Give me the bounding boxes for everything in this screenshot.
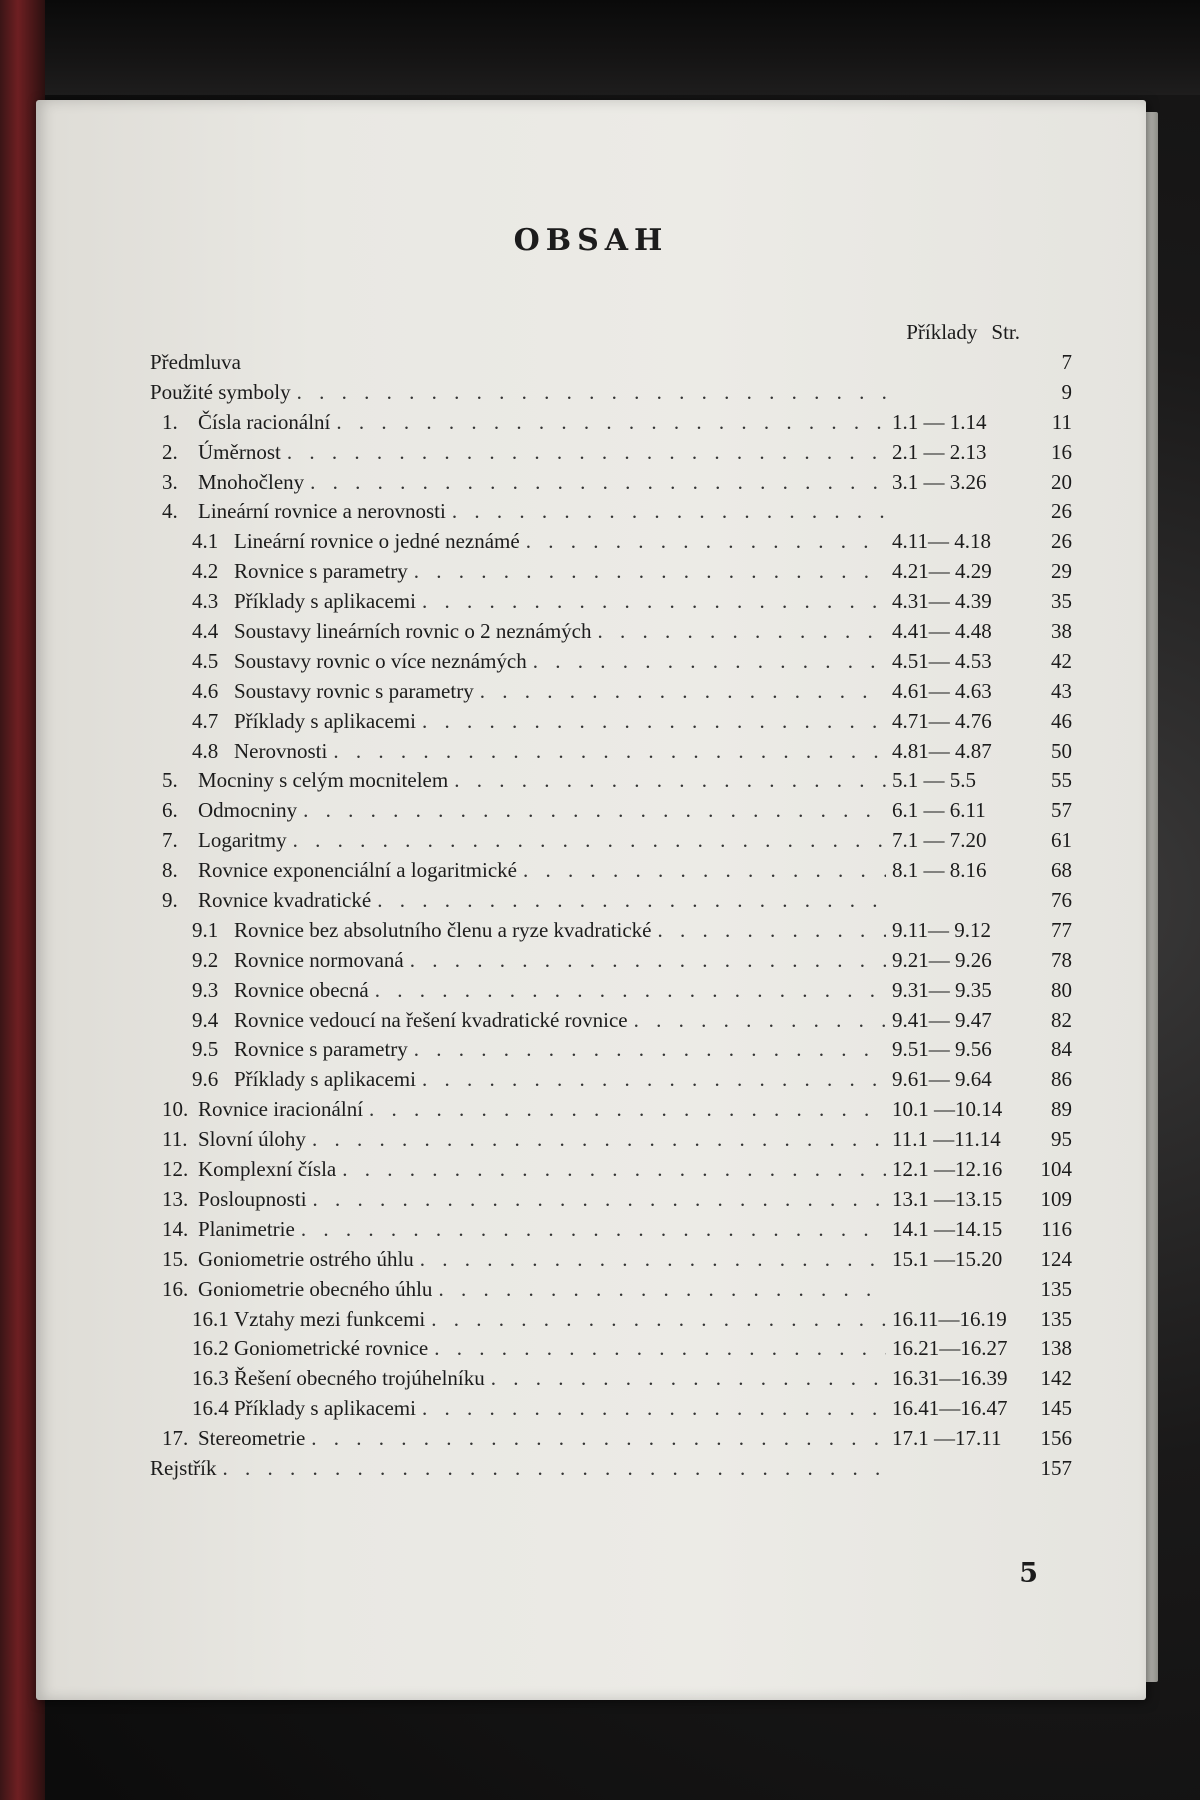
toc-entry-label: Nerovnosti bbox=[234, 738, 328, 763]
dot-leader bbox=[533, 649, 886, 674]
toc-entry-label: Posloupnosti bbox=[198, 1186, 307, 1211]
toc-entry bbox=[150, 1366, 1072, 1396]
dot-leader bbox=[297, 380, 886, 405]
toc-entry-label: Soustavy lineárních rovnic o 2 neznámých bbox=[234, 619, 592, 644]
toc-entry-examples: 16.21—16.27 bbox=[892, 1336, 1008, 1361]
toc-entry bbox=[150, 709, 1072, 739]
toc-entry-page: 80 bbox=[1051, 977, 1072, 1002]
dot-leader bbox=[420, 1247, 886, 1272]
toc-entry-page: 138 bbox=[1040, 1336, 1072, 1361]
toc-entry bbox=[150, 739, 1072, 769]
toc-entry-examples: 4.31— 4.39 bbox=[892, 589, 992, 614]
dot-leader bbox=[336, 410, 886, 435]
toc-entry-page: 124 bbox=[1040, 1246, 1072, 1271]
dot-leader bbox=[422, 1396, 886, 1421]
toc-entry bbox=[150, 978, 1072, 1008]
toc-entry-label: Logaritmy bbox=[198, 828, 287, 853]
toc-entry-label: Mnohočleny bbox=[198, 469, 305, 494]
toc-entry-label: Rovnice s parametry bbox=[234, 1037, 408, 1062]
toc-entry-label: Rovnice exponenciální a logaritmické bbox=[198, 858, 517, 883]
toc-entry-page: 50 bbox=[1051, 738, 1072, 763]
toc-entry-examples: 4.11— 4.18 bbox=[892, 529, 991, 554]
toc-entry-page: 38 bbox=[1051, 619, 1072, 644]
toc-entry-page: 109 bbox=[1040, 1186, 1072, 1211]
toc-entry bbox=[150, 768, 1072, 798]
toc-entry-page: 95 bbox=[1051, 1127, 1072, 1152]
toc-entry bbox=[150, 858, 1072, 888]
toc-entry-label: Odmocniny bbox=[198, 798, 298, 823]
toc-entry bbox=[150, 1396, 1072, 1426]
toc-entry bbox=[150, 798, 1072, 828]
dot-leader bbox=[480, 679, 886, 704]
toc-entry-number: 4.3 bbox=[192, 589, 219, 614]
dot-leader bbox=[491, 1366, 886, 1391]
toc-entry-number: 4.7 bbox=[192, 708, 219, 733]
dot-leader bbox=[634, 1008, 886, 1033]
toc-entry-number: 16.3 bbox=[192, 1366, 229, 1391]
book-page bbox=[36, 100, 1146, 1700]
toc-entry-page: 76 bbox=[1051, 888, 1072, 913]
toc-entry-examples: 4.61— 4.63 bbox=[892, 678, 992, 703]
toc-entry-number: 14. bbox=[162, 1216, 189, 1241]
toc-entry-number: 4.8 bbox=[192, 738, 219, 763]
toc-entry-label: Rovnice vedoucí na řešení kvadratické rovnice bbox=[234, 1007, 628, 1032]
toc-entry-page: 55 bbox=[1051, 768, 1072, 793]
toc-entry-examples: 3.1 — 3.26 bbox=[892, 469, 987, 494]
toc-entry-number: 9.4 bbox=[192, 1007, 219, 1032]
toc-entry-label: Příklady s aplikacemi bbox=[234, 708, 416, 733]
toc-entry-number: 13. bbox=[162, 1186, 189, 1211]
toc-entry-page: 7 bbox=[1061, 350, 1072, 374]
toc-entry bbox=[150, 350, 1072, 380]
toc-entry bbox=[150, 649, 1072, 679]
toc-entry-number: 16.1 bbox=[192, 1306, 229, 1331]
toc-entry-number: 4.4 bbox=[192, 619, 219, 644]
column-headers bbox=[906, 320, 1020, 345]
toc-entry bbox=[150, 1217, 1072, 1247]
toc-entry-page: 89 bbox=[1051, 1097, 1072, 1122]
toc-entry-page: 26 bbox=[1051, 499, 1072, 524]
toc-entry-number: 4.1 bbox=[192, 529, 219, 554]
toc-entry-page: 16 bbox=[1051, 439, 1072, 464]
dot-leader bbox=[434, 1336, 886, 1361]
dot-leader bbox=[658, 918, 887, 943]
toc-entry-examples: 9.61— 9.64 bbox=[892, 1067, 992, 1092]
dot-leader bbox=[422, 709, 886, 734]
dot-leader bbox=[410, 948, 886, 973]
toc-entry-number: 15. bbox=[162, 1246, 189, 1271]
toc-entry-examples: 4.41— 4.48 bbox=[892, 619, 992, 644]
toc-entry-label: Mocniny s celým mocnitelem bbox=[198, 768, 449, 793]
dot-leader bbox=[414, 1037, 886, 1062]
toc-entry bbox=[150, 559, 1072, 589]
toc-entry-number: 16. bbox=[162, 1276, 189, 1301]
toc-entry-label: Rovnice normovaná bbox=[234, 947, 404, 972]
dot-leader bbox=[342, 1157, 886, 1182]
toc-entry-number: 2. bbox=[162, 439, 178, 464]
toc-entry-label: Planimetrie bbox=[198, 1216, 295, 1241]
toc-entry bbox=[150, 1037, 1072, 1067]
toc-entry bbox=[150, 529, 1072, 559]
toc-entry bbox=[150, 918, 1072, 948]
toc-entry bbox=[150, 1307, 1072, 1337]
toc-entry-label: Slovní úlohy bbox=[198, 1127, 306, 1152]
toc-entry-examples: 8.1 — 8.16 bbox=[892, 858, 987, 883]
page-title: OBSAH bbox=[513, 223, 669, 258]
toc-entry-label: Stereometrie bbox=[198, 1426, 306, 1451]
toc-entry bbox=[150, 1187, 1072, 1217]
toc-entry bbox=[150, 1277, 1072, 1307]
dot-leader bbox=[375, 978, 886, 1003]
toc-entry-examples: 2.1 — 2.13 bbox=[892, 439, 987, 464]
toc-entry bbox=[150, 1127, 1072, 1157]
toc-entry-page: 29 bbox=[1051, 559, 1072, 584]
toc-entry-page: 145 bbox=[1040, 1396, 1072, 1421]
toc-entry-examples: 4.81— 4.87 bbox=[892, 738, 992, 763]
toc-entry-page: 43 bbox=[1051, 678, 1072, 703]
toc-entry bbox=[150, 499, 1072, 529]
toc-entry-page: 86 bbox=[1051, 1067, 1072, 1092]
toc-entry-label: Použité symboly bbox=[150, 379, 291, 404]
toc-entry bbox=[150, 380, 1072, 410]
toc-entry-examples: 13.1 —13.15 bbox=[892, 1186, 1003, 1211]
toc-entry-label: Lineární rovnice a nerovnosti bbox=[198, 499, 446, 524]
toc-entry-number: 1. bbox=[162, 409, 178, 434]
toc-entry-examples: 11.1 —11.14 bbox=[892, 1127, 1001, 1152]
toc-entry-examples: 10.1 —10.14 bbox=[892, 1097, 1003, 1122]
toc-entry-label: Rovnice s parametry bbox=[234, 559, 408, 584]
toc-entry-number: 9.5 bbox=[192, 1037, 219, 1062]
toc-entry-label: Soustavy rovnic s parametry bbox=[234, 678, 474, 703]
toc-entry-label: Úměrnost bbox=[198, 439, 281, 464]
toc-entry-examples: 17.1 —17.11 bbox=[892, 1426, 1002, 1451]
toc-entry-examples: 9.11— 9.12 bbox=[892, 917, 991, 942]
toc-entry-number: 10. bbox=[162, 1097, 189, 1122]
dot-leader bbox=[597, 619, 886, 644]
toc-entry bbox=[150, 589, 1072, 619]
toc-entry-page: 35 bbox=[1051, 589, 1072, 614]
dot-leader bbox=[526, 529, 886, 554]
toc-entry-page: 142 bbox=[1040, 1366, 1072, 1391]
toc-entry-number: 4.2 bbox=[192, 559, 219, 584]
toc-entry bbox=[150, 470, 1072, 500]
toc-entry-examples: 5.1 — 5.5 bbox=[892, 768, 976, 793]
toc-entry-page: 135 bbox=[1040, 1306, 1072, 1331]
toc-entry-page: 61 bbox=[1051, 828, 1072, 853]
toc-entry bbox=[150, 440, 1072, 470]
toc-entry bbox=[150, 828, 1072, 858]
dot-leader bbox=[313, 1187, 886, 1212]
toc-entry-page: 26 bbox=[1051, 529, 1072, 554]
dot-leader bbox=[377, 888, 886, 913]
toc-entry-number: 4. bbox=[162, 499, 178, 524]
toc-entry-number: 4.5 bbox=[192, 648, 219, 673]
toc-entry-examples: 15.1 —15.20 bbox=[892, 1246, 1003, 1271]
toc-entry-label: Příklady s aplikacemi bbox=[234, 1067, 416, 1092]
toc-entry-examples: 4.71— 4.76 bbox=[892, 708, 992, 733]
dot-leader bbox=[454, 768, 886, 793]
toc-entry-page: 156 bbox=[1040, 1426, 1072, 1451]
toc-entry-number: 4.6 bbox=[192, 678, 219, 703]
toc-entry-page: 84 bbox=[1051, 1037, 1072, 1062]
toc-entry-examples: 1.1 — 1.14 bbox=[892, 409, 987, 434]
toc-entry bbox=[150, 1097, 1072, 1127]
examples-column-header: Příklady bbox=[906, 320, 978, 344]
toc-entry-label: Příklady s aplikacemi bbox=[234, 1396, 416, 1421]
dot-leader bbox=[311, 1426, 886, 1451]
toc-entry-page: 116 bbox=[1041, 1216, 1072, 1241]
dot-leader bbox=[369, 1097, 886, 1122]
dot-leader bbox=[422, 589, 886, 614]
dot-leader bbox=[414, 559, 886, 584]
toc-entry-number: 9.1 bbox=[192, 917, 219, 942]
toc-entry-label: Goniometrie obecného úhlu bbox=[198, 1276, 433, 1301]
toc-entry-number: 6. bbox=[162, 798, 178, 823]
toc-entry-page: 135 bbox=[1040, 1276, 1072, 1301]
toc-entry-number: 7. bbox=[162, 828, 178, 853]
toc-entry-examples: 4.21— 4.29 bbox=[892, 559, 992, 584]
toc-entry bbox=[150, 1426, 1072, 1456]
toc-entry-examples: 9.51— 9.56 bbox=[892, 1037, 992, 1062]
dot-leader bbox=[310, 470, 886, 495]
toc-entry-label: Rovnice bez absolutního členu a ryze kvadratické bbox=[234, 917, 652, 942]
toc-entry-number: 11. bbox=[162, 1127, 188, 1152]
toc-entry bbox=[150, 1067, 1072, 1097]
toc-entry-number: 3. bbox=[162, 469, 178, 494]
toc-entry-page: 68 bbox=[1051, 858, 1072, 883]
page-column-header: Str. bbox=[991, 320, 1020, 344]
toc-entry-page: 78 bbox=[1051, 947, 1072, 972]
toc-entry bbox=[150, 1456, 1072, 1486]
toc-entry bbox=[150, 948, 1072, 978]
toc-entry-page: 157 bbox=[1040, 1455, 1072, 1480]
toc-entry-examples: 16.11—16.19 bbox=[892, 1306, 1007, 1331]
toc-entry-page: 57 bbox=[1051, 798, 1072, 823]
dot-leader bbox=[523, 858, 886, 883]
dot-leader bbox=[452, 499, 886, 524]
toc-entry bbox=[150, 679, 1072, 709]
toc-entry-page: 82 bbox=[1051, 1007, 1072, 1032]
toc-entry-label: Rovnice iracionální bbox=[198, 1097, 364, 1122]
toc-entry bbox=[150, 1157, 1072, 1187]
toc-entry bbox=[150, 1008, 1072, 1038]
toc-entry-examples: 7.1 — 7.20 bbox=[892, 828, 987, 853]
toc-entry bbox=[150, 410, 1072, 440]
toc-entry-number: 9.2 bbox=[192, 947, 219, 972]
toc-entry-examples: 9.41— 9.47 bbox=[892, 1007, 992, 1032]
toc-entry-label: Goniometrické rovnice bbox=[234, 1336, 429, 1361]
toc-entry-examples: 9.31— 9.35 bbox=[892, 977, 992, 1002]
toc-entry-number: 16.2 bbox=[192, 1336, 229, 1361]
toc-entry-number: 12. bbox=[162, 1157, 189, 1182]
dot-leader bbox=[301, 1217, 886, 1242]
toc-entry-label: Řešení obecného trojúhelníku bbox=[234, 1366, 485, 1391]
toc-entry-page: 46 bbox=[1051, 708, 1072, 733]
toc-entry-examples: 12.1 —12.16 bbox=[892, 1157, 1003, 1182]
toc-entry-label: Rejstřík bbox=[150, 1455, 217, 1480]
dot-leader bbox=[223, 1456, 887, 1481]
toc-entry-label: Rovnice obecná bbox=[234, 977, 369, 1002]
toc-entry-label: Příklady s aplikacemi bbox=[234, 589, 416, 614]
toc-entry-examples: 14.1 —14.15 bbox=[892, 1216, 1003, 1241]
toc-entry-examples: 16.41—16.47 bbox=[892, 1396, 1008, 1421]
toc-entry bbox=[150, 619, 1072, 649]
toc-entry-page: 104 bbox=[1040, 1157, 1072, 1182]
toc-entry-label: Rovnice kvadratické bbox=[198, 888, 372, 913]
toc-entry-number: 8. bbox=[162, 858, 178, 883]
toc-entry bbox=[150, 888, 1072, 918]
toc-entry-examples: 4.51— 4.53 bbox=[892, 648, 992, 673]
dot-leader bbox=[303, 798, 886, 823]
toc-entry-number: 9.6 bbox=[192, 1067, 219, 1092]
background-fur-top bbox=[0, 0, 1200, 95]
toc-entry-examples: 9.21— 9.26 bbox=[892, 947, 992, 972]
toc-entry-page: 11 bbox=[1051, 409, 1072, 434]
toc-entry bbox=[150, 1247, 1072, 1277]
toc-entry-page: 20 bbox=[1051, 469, 1072, 494]
toc-entry-page: 77 bbox=[1051, 917, 1072, 942]
toc-entry-label: Předmluva bbox=[150, 350, 241, 374]
table-of-contents bbox=[150, 350, 1072, 1486]
dot-leader bbox=[422, 1067, 886, 1092]
toc-entry-label: Čísla racionální bbox=[198, 409, 331, 434]
dot-leader bbox=[438, 1277, 886, 1302]
toc-entry-number: 5. bbox=[162, 768, 178, 793]
toc-entry-number: 9. bbox=[162, 888, 178, 913]
toc-entry-label: Lineární rovnice o jedné neznámé bbox=[234, 529, 520, 554]
toc-entry-examples: 6.1 — 6.11 bbox=[892, 798, 986, 823]
toc-entry bbox=[150, 1336, 1072, 1366]
dot-leader bbox=[312, 1127, 886, 1152]
toc-entry-page: 9 bbox=[1061, 379, 1072, 404]
toc-entry-examples: 16.31—16.39 bbox=[892, 1366, 1008, 1391]
dot-leader bbox=[431, 1307, 886, 1332]
toc-entry-page: 42 bbox=[1051, 648, 1072, 673]
toc-entry-label: Goniometrie ostrého úhlu bbox=[198, 1246, 414, 1271]
toc-entry-label: Vztahy mezi funkcemi bbox=[234, 1306, 426, 1331]
toc-entry-number: 16.4 bbox=[192, 1396, 229, 1421]
dot-leader bbox=[293, 828, 886, 853]
toc-entry-number: 17. bbox=[162, 1426, 189, 1451]
page-number: 5 bbox=[1019, 1558, 1038, 1589]
toc-entry-label: Soustavy rovnic o více neznámých bbox=[234, 648, 527, 673]
dot-leader bbox=[333, 739, 886, 764]
dot-leader bbox=[287, 440, 886, 465]
toc-entry-label: Komplexní čísla bbox=[198, 1157, 337, 1182]
toc-entry-number: 9.3 bbox=[192, 977, 219, 1002]
